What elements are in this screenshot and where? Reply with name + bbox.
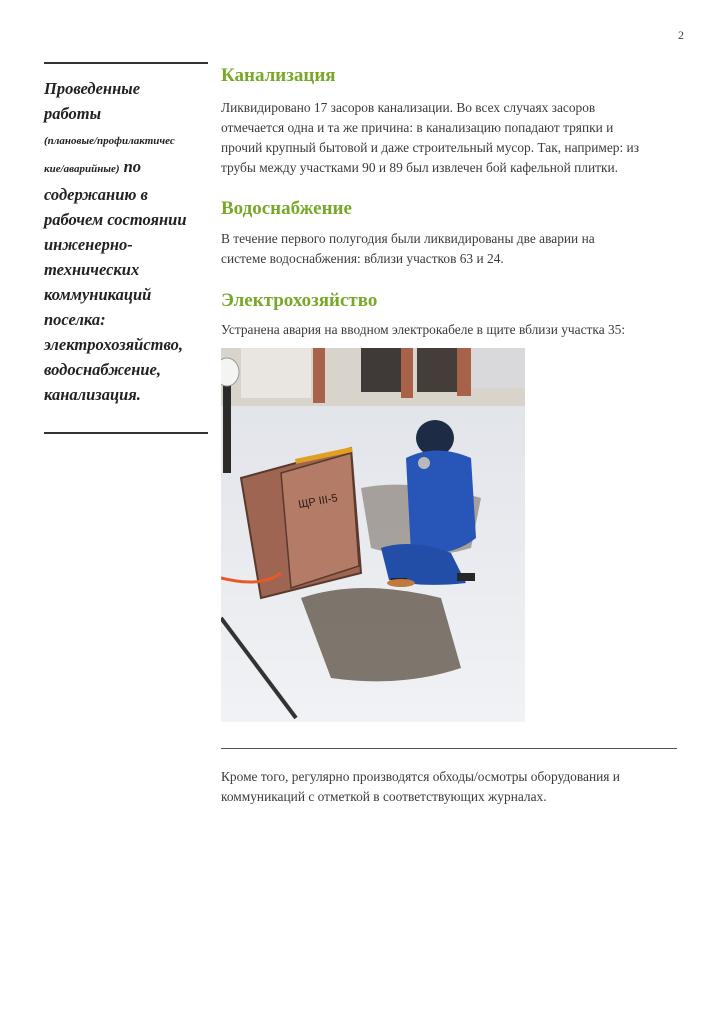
sidebar-summary <box>44 62 208 434</box>
sidebar-line: содержанию в <box>44 185 148 204</box>
garage-door <box>241 348 311 398</box>
closing-text <box>221 767 679 807</box>
sidebar-line: рабочем состоянии <box>44 210 187 229</box>
section-title-sewerage: Канализация <box>221 65 336 86</box>
sidebar-line: Проведенные <box>44 79 141 98</box>
sidebar-line: поселка: <box>44 310 106 329</box>
section-text-sewerage <box>221 98 679 178</box>
page-number: 2 <box>678 28 684 42</box>
gate <box>417 348 457 392</box>
worker-jacket <box>406 451 476 555</box>
sidebar-line: инженерно- <box>44 235 133 254</box>
cabinet-label: ЩР III-5 <box>297 492 339 511</box>
sidebar-text <box>44 76 208 407</box>
section-title-water: Водоснабжение <box>221 198 352 219</box>
section-text-water <box>221 229 679 269</box>
text-line: В течение первого полугодия были ликвидированы две аварии на <box>221 231 595 246</box>
text-line: прочий крупный бытовой и даже строительный мусор. Так, например: из <box>221 140 640 155</box>
section-text-electric: Устранена авария на вводном электрокабеле в щите вблизи участка 35: <box>221 322 626 337</box>
worker-glove <box>418 457 430 469</box>
section-title-electric: Электрохозяйство <box>221 290 378 311</box>
text-line: коммуникаций с отметкой в соответствующих журналах. <box>221 789 547 804</box>
text-line: Кроме того, регулярно производятся обходы/осмотры оборудования и <box>221 769 620 784</box>
sidebar-line: коммуникаций <box>44 285 152 304</box>
text-line: трубы между участками 90 и 89 был извлечен бой кафельной плитки. <box>221 160 618 175</box>
snow-bank <box>471 348 525 388</box>
brick-pillar <box>313 348 325 403</box>
sidebar-line: работы <box>44 104 102 123</box>
section-sewerage <box>221 63 679 178</box>
sidebar-line: электрохозяйство, <box>44 335 184 354</box>
sidebar-line: по <box>123 157 142 176</box>
main-content <box>221 62 679 807</box>
sidebar-top-rule <box>44 62 208 64</box>
sidebar-line-small: (плановые/профилактичес <box>44 135 175 147</box>
section-divider <box>221 748 677 749</box>
brick-pillar <box>401 348 413 398</box>
section-water <box>221 196 679 269</box>
sidebar-line: технических <box>44 260 140 279</box>
text-line: системе водоснабжения: вблизи участков 63 и 24. <box>221 251 504 266</box>
text-line: отмечается одна и та же причина: в канализацию попадают тряпки и <box>221 120 614 135</box>
sidebar-line: канализация. <box>44 385 141 404</box>
cable-coil <box>387 579 415 587</box>
worker-boot <box>457 573 475 581</box>
sidebar-bottom-rule <box>44 432 208 434</box>
sidebar-line: водоснабжение, <box>44 360 161 379</box>
section-electric <box>221 288 679 722</box>
cabinet-door <box>281 453 359 588</box>
brick-pillar <box>457 348 471 396</box>
gate <box>361 348 401 392</box>
repair-photo <box>221 348 525 722</box>
sidebar-line-small: кие/аварийные) <box>44 163 120 175</box>
text-line: Ликвидировано 17 засоров канализации. Во всех случаях засоров <box>221 100 596 115</box>
